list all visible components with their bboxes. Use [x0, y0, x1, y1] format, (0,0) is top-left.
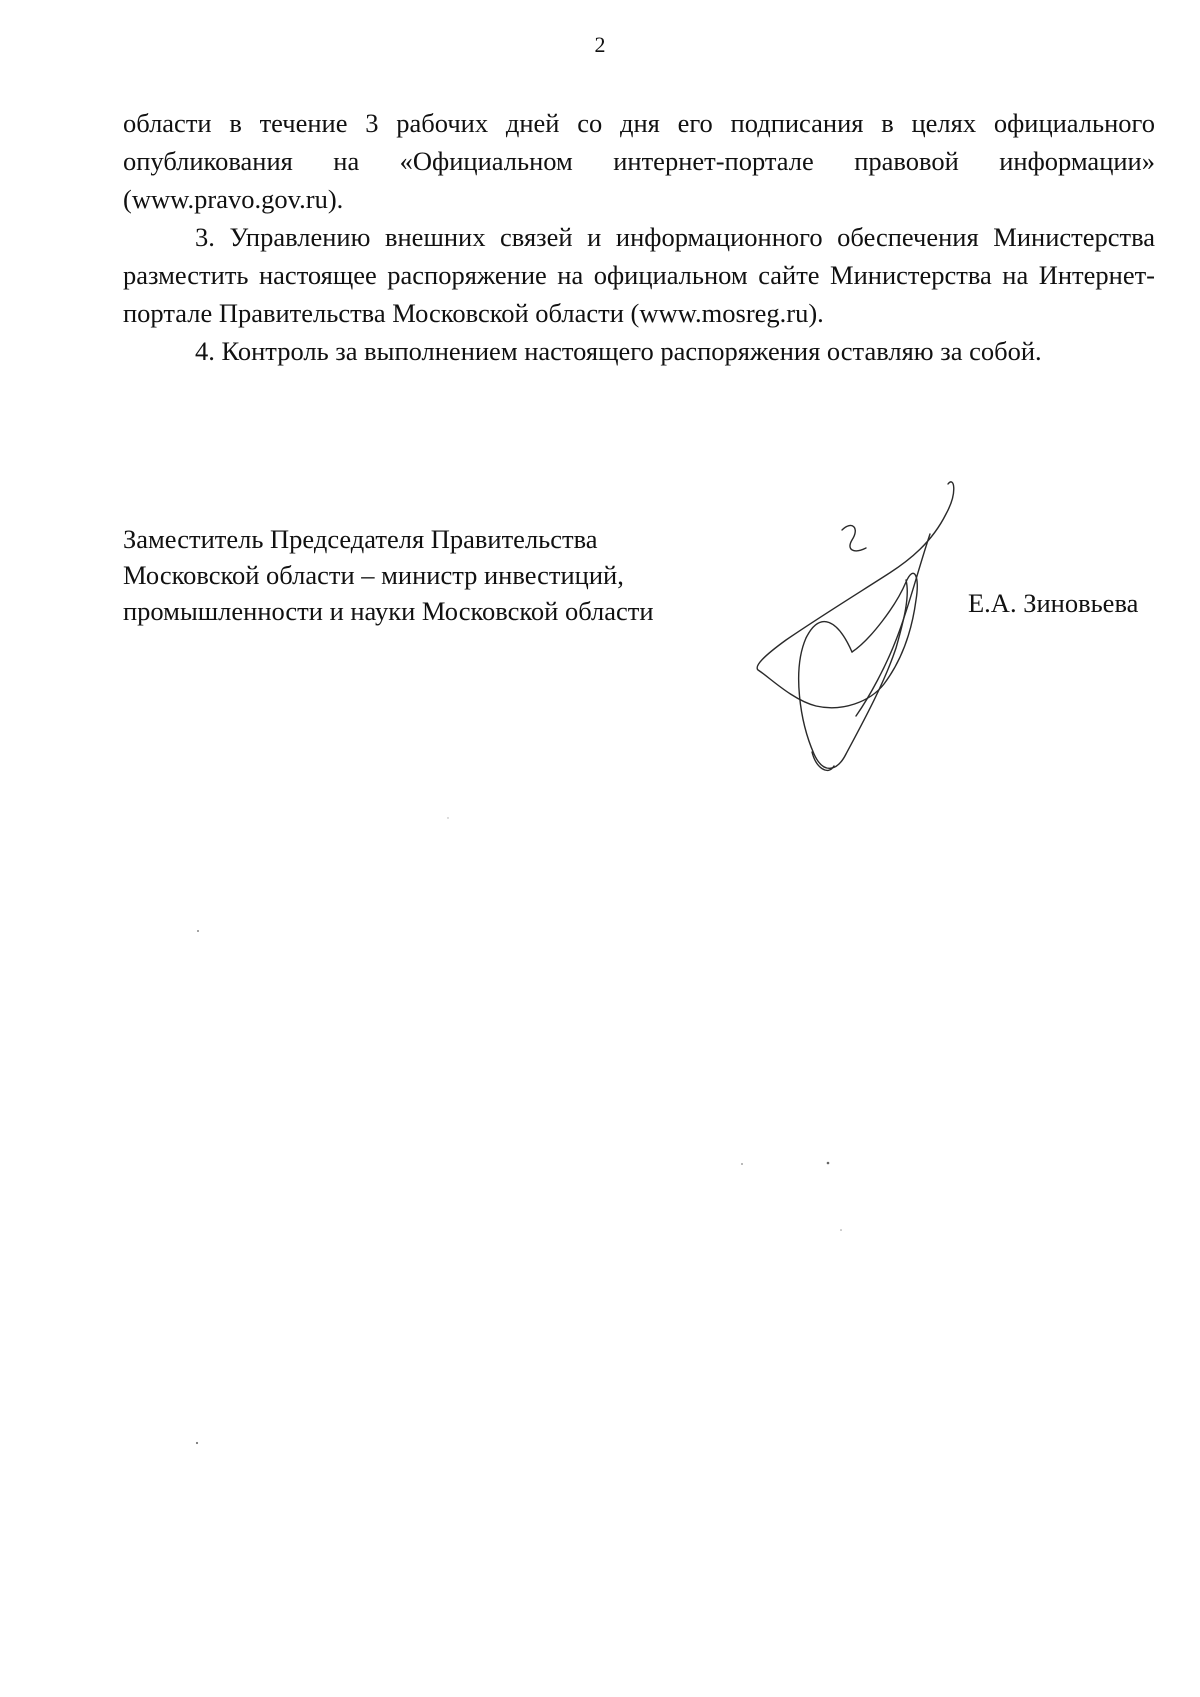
paragraph-item-4: 4. Контроль за выполнением настоящего распоряжения оставляю за собой. [195, 336, 1042, 366]
signatory-position-line: Московской области – министр инвестиций, [123, 560, 624, 590]
paragraph-continuation: области в течение 3 рабочих дней со дня его подписания в целях официального опубликования на «Официальном интернет-портале правовой информации» (www.pravo.gov.ru). [123, 108, 1155, 214]
paragraph-item-3: 3. Управлению внешних связей и информационного обеспечения Министерства разместить настоящее распоряжение на официальном сайте Министерства на Интернет-портале Правительства Московской области (www.mosreg.ru). [123, 222, 1155, 328]
signatory-name: Е.А. Зиновьева [968, 588, 1139, 618]
signatory-position-line: Заместитель Председателя Правительства [123, 524, 598, 554]
page-number: 2 [594, 32, 606, 57]
signatory-position-line: промышленности и науки Московской области [123, 596, 654, 626]
